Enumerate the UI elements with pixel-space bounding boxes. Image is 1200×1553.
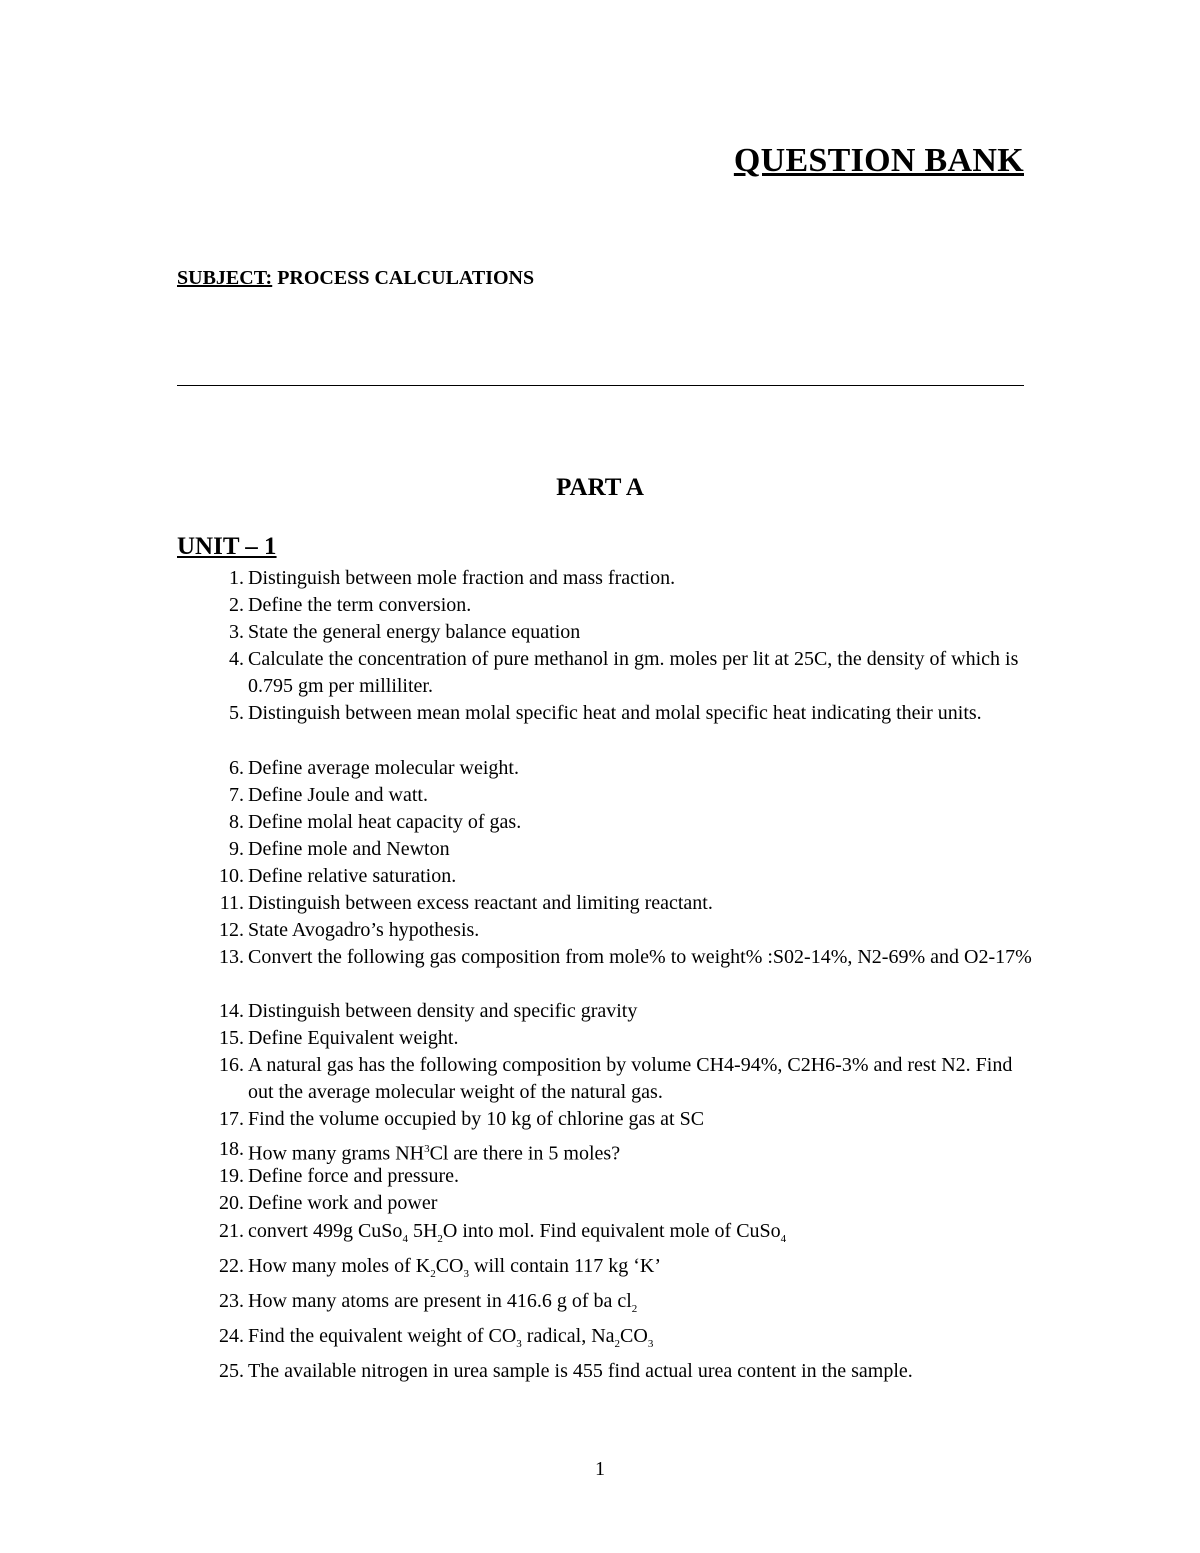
part-heading: PART A [556, 474, 644, 501]
question-item [205, 1288, 1035, 1323]
question-text: Define mole and Newton [248, 838, 450, 860]
question-item [205, 700, 1035, 727]
question-number: 16. [219, 1054, 244, 1076]
question-number: 23. [219, 1290, 244, 1312]
question-number: 15. [219, 1027, 244, 1049]
question-text: Distinguish between excess reactant and limiting reactant. [248, 892, 713, 914]
question-item [205, 917, 1035, 944]
question-text: Distinguish between density and specific gravity [248, 1000, 638, 1022]
question-number: 3. [229, 621, 244, 643]
question-text: Define the term conversion. [248, 594, 472, 616]
question-number: 21. [219, 1220, 244, 1242]
question-number: 1. [229, 567, 244, 589]
question-number: 11. [219, 892, 244, 914]
question-text: How many grams $NH^3Cl$ are there in 5 moles? [248, 1142, 621, 1165]
question-item [205, 1025, 1035, 1052]
question-item [205, 592, 1035, 619]
question-number: 5. [229, 702, 244, 724]
subject-line [177, 267, 534, 290]
question-text: A natural gas has the following composition by volume CH4-94%, C2H6-3% and rest N2. Find out the average molecular weight of the natural gas. [248, 1054, 1013, 1103]
question-item [205, 619, 1035, 646]
question-text: Calculate the concentration of pure methanol in gm. moles per lit at 25C, the density of which is 0.795 gm per milliliter. [248, 648, 1019, 697]
question-text: Define work and power [248, 1192, 438, 1214]
question-number: 19. [219, 1165, 244, 1187]
question-number: 24. [219, 1325, 244, 1347]
question-number: 18. [219, 1138, 244, 1160]
question-item [205, 998, 1035, 1025]
question-number: 17. [219, 1108, 244, 1130]
unit-heading: UNIT – 1 [177, 533, 277, 560]
question-text: How many atoms are present in 416.6 g of ba $cl_2$ [248, 1290, 638, 1315]
subject-label: SUBJECT: [177, 267, 273, 289]
question-item [205, 1358, 1035, 1385]
question-number: 22. [219, 1255, 244, 1277]
question-text: Define force and pressure. [248, 1165, 460, 1187]
question-number: 9. [229, 838, 244, 860]
question-text: Define relative saturation. [248, 865, 457, 887]
question-number: 20. [219, 1192, 244, 1214]
horizontal-rule [177, 385, 1024, 386]
question-item [205, 809, 1035, 836]
page-number: 1 [595, 1458, 605, 1480]
question-item [205, 1163, 1035, 1190]
question-item [205, 1253, 1035, 1288]
question-item [205, 646, 1035, 700]
question-item [205, 944, 1035, 971]
question-number: 14. [219, 1000, 244, 1022]
question-number: 25. [219, 1360, 244, 1382]
question-text: How many moles of $K_2CO_3$ will contain 117 kg ‘K’ [248, 1255, 662, 1280]
question-text: State the general energy balance equation [248, 621, 581, 643]
question-text: Define Equivalent weight. [248, 1027, 459, 1049]
question-item [205, 836, 1035, 863]
question-item [205, 1052, 1035, 1106]
document-title: QUESTION BANK [733, 142, 1024, 179]
question-text: The available nitrogen in urea sample is 455 find actual urea content in the sample. [248, 1360, 913, 1382]
question-text: Distinguish between mole fraction and mass fraction. [248, 567, 676, 589]
question-number: 7. [229, 784, 244, 806]
question-item [205, 782, 1035, 809]
question-item [205, 863, 1035, 890]
question-text: Define Joule and watt. [248, 784, 428, 806]
question-number: 12. [219, 919, 244, 941]
question-item [205, 890, 1035, 917]
question-number: 8. [229, 811, 244, 833]
subject-value: PROCESS CALCULATIONS [272, 267, 535, 289]
question-text: Convert the following gas composition from mole% to weight% :S02-14%, N2-69% and O2-17% [248, 946, 1032, 968]
question-item [205, 1106, 1035, 1133]
question-item [205, 755, 1035, 782]
question-number: 10. [219, 865, 244, 887]
question-text: Find the volume occupied by 10 kg of chlorine gas at SC [248, 1108, 705, 1130]
question-text: convert 499g CuSo$_4$ $5H_2O$ into mol. Find equivalent mole of CuSo$_4$ [248, 1220, 787, 1245]
question-text: Define average molecular weight. [248, 757, 519, 779]
question-item [205, 1323, 1035, 1358]
question-item [205, 565, 1035, 592]
question-number: 2. [229, 594, 244, 616]
question-number: 13. [219, 946, 244, 968]
question-item [205, 1218, 1035, 1253]
question-number: 6. [229, 757, 244, 779]
question-text: Distinguish between mean molal specific heat and molal specific heat indicating their units. [248, 702, 982, 724]
question-text: State Avogadro’s hypothesis. [248, 919, 480, 941]
question-text: Find the equivalent weight of $CO_3$ radical, $Na_2CO_3$ [248, 1325, 654, 1350]
question-item [205, 1190, 1035, 1217]
question-number: 4. [229, 648, 244, 670]
question-text: Define molal heat capacity of gas. [248, 811, 522, 833]
